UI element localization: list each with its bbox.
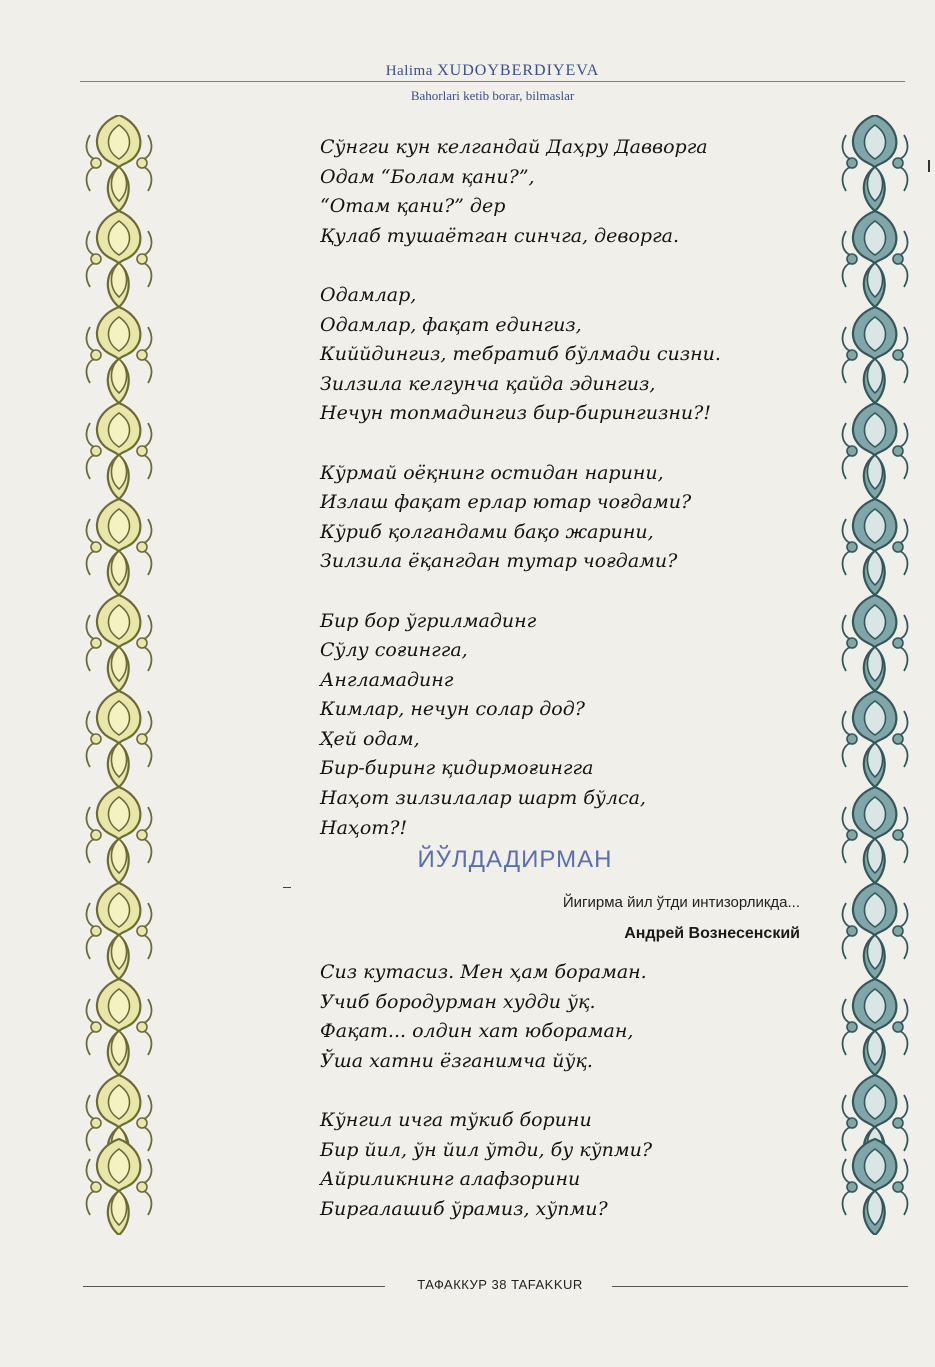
footer-rule-left xyxy=(83,1286,385,1287)
poem-line: Наҳот зилзилалар шарт бўлса, xyxy=(320,787,646,810)
poem-line: Ҳей одам, xyxy=(320,727,420,750)
stanza xyxy=(320,1106,810,1224)
footer-page-label: ТАФАККУР 38 TAFAKKUR xyxy=(417,1277,583,1292)
poem-line: Нечун топмадингиз бир-бирингизни?! xyxy=(320,402,711,425)
stanza xyxy=(320,281,810,429)
poem-line: Англамадинг xyxy=(320,668,454,691)
poem-line: Сўнгги кун келгандай Даҳру Давворга xyxy=(320,136,708,158)
stanza xyxy=(320,607,810,844)
poem-line: Бир йил, ўн йил ўтди, бу кўпми? xyxy=(320,1138,653,1161)
stanza xyxy=(320,133,810,251)
margin-dash xyxy=(283,887,291,888)
stanza xyxy=(320,958,810,1076)
poem-line: Наҳот?! xyxy=(320,816,408,839)
poem-line: Биргалашиб ўрамиз, хўпми? xyxy=(320,1197,608,1220)
poem-line: Қулаб тушаётган синчга, деворга. xyxy=(320,224,680,247)
poem-one xyxy=(320,133,810,873)
poem-two xyxy=(320,958,810,1254)
right-ornamental-border xyxy=(838,115,913,1235)
author-first-name: Halima xyxy=(385,63,433,79)
edge-mark xyxy=(928,160,930,172)
stanza xyxy=(320,459,810,577)
poem-line: Одамлар, фақат едингиз, xyxy=(320,313,582,336)
epigraph: Йигирма йил ўтди интизорликда... xyxy=(562,894,800,911)
poem-line: Одамлар, xyxy=(320,283,417,306)
running-subtitle-wrap xyxy=(80,86,905,104)
header-author xyxy=(80,62,905,80)
poem-line: Зилзила ёқангдан тутар чоғдами? xyxy=(320,550,678,573)
poem-line: Бир бор ўгрилмадинг xyxy=(320,609,537,632)
poem-line: Фақат... олдин хат юбораман, xyxy=(320,1020,634,1043)
poem-line: Кўрмай оёқнинг остидан нарини, xyxy=(320,461,664,484)
page-footer xyxy=(0,1276,935,1296)
poem-line: Одам “Болам қани?”, xyxy=(320,165,535,188)
running-header xyxy=(80,62,905,80)
header-subtitle: Bahorlari ketib borar, bilmaslar xyxy=(410,88,575,103)
poem-line: Излаш фақат ерлар ютар чоғдами? xyxy=(320,491,692,514)
poem-line: Бир-биринг қидирмоғингга xyxy=(320,757,594,780)
poem-line: Сиз кутасиз. Мен ҳам бораман. xyxy=(320,961,647,983)
poem-line: Зилзила келгунча қайда эдингиз, xyxy=(320,372,656,395)
poem-line: Учиб бородурман худди ўқ. xyxy=(320,990,596,1013)
poem-line: Ўша хатни ёзганимча йўқ. xyxy=(320,1049,593,1072)
poem-line: Киййдингиз, тебратиб бўлмади сизни. xyxy=(320,343,721,366)
epigraph-author: Андрей Вознесенский xyxy=(624,925,800,942)
poem-line: Айриликнинг алафзорини xyxy=(320,1168,581,1191)
poem-line: Кўриб қолгандами бақо жарини, xyxy=(320,520,654,543)
poem-line: Кимлар, нечун солар дод? xyxy=(320,698,585,721)
footer-rule-right xyxy=(612,1286,908,1287)
left-ornamental-border xyxy=(82,115,157,1235)
header-rule xyxy=(80,81,905,82)
poem-line: “Отам қани?” дер xyxy=(320,195,506,218)
poem-two-title: ЙЎЛДАДИРМАН xyxy=(417,846,613,873)
poem-line: Кўнгил ичга тўкиб борини xyxy=(320,1108,592,1131)
author-last-name: XUDOYBERDIYEVA xyxy=(437,62,600,79)
poem-line: Сўлу соғингга, xyxy=(320,639,468,662)
